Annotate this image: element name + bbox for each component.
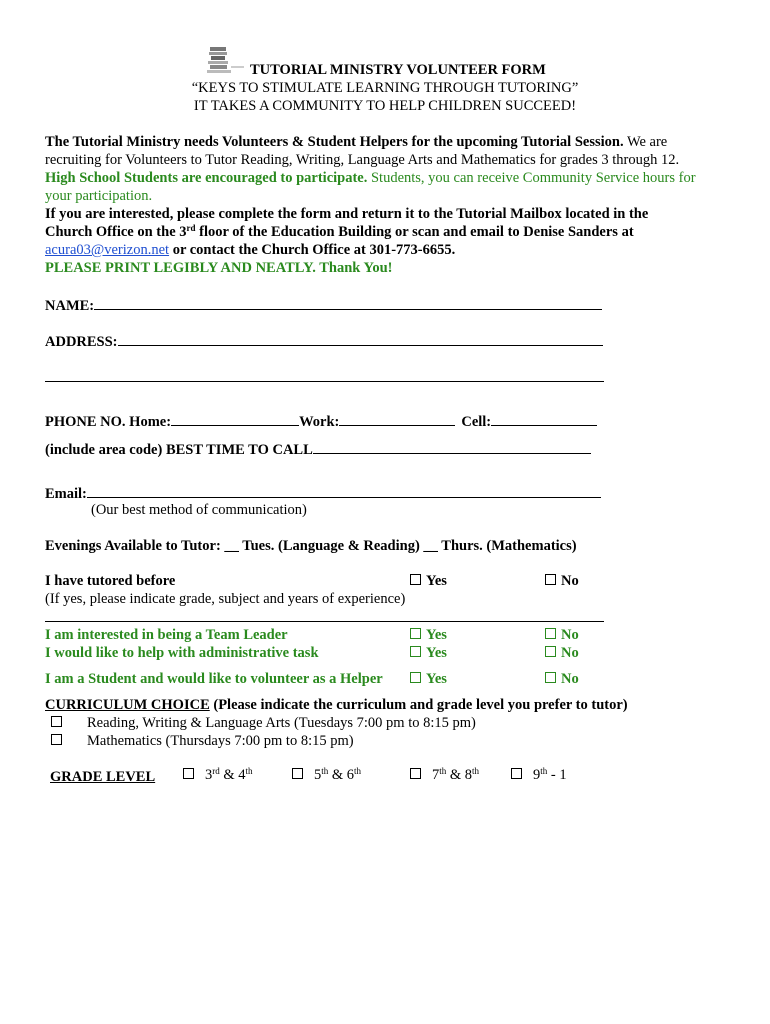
church-logo-icon [207, 46, 245, 74]
checkbox-icon[interactable] [183, 768, 194, 779]
curriculum-option-reading[interactable] [51, 715, 476, 732]
grade-text: & 6 [328, 767, 355, 783]
curriculum-heading: CURRICULUM CHOICE [45, 697, 210, 713]
phone-cell-input-line[interactable] [491, 412, 597, 426]
grade-option-5-6[interactable] [292, 767, 361, 784]
admin-task-label: I would like to help with administrative task [45, 645, 319, 661]
reading-option-label: Reading, Writing & Language Arts (Tuesdays 7:00 pm to 8:15 pm) [87, 715, 476, 731]
checkbox-icon[interactable] [545, 574, 556, 585]
name-label: NAME: [45, 298, 95, 314]
yes-label: Yes [426, 573, 447, 589]
grade-level-label: GRADE LEVEL [50, 769, 156, 785]
no-label: No [561, 627, 579, 643]
checkbox-icon[interactable] [545, 672, 556, 683]
phone-cell-label: Cell: [461, 414, 492, 430]
grade-text: 7 [432, 767, 440, 783]
form-subtitle-2: IT TAKES A COMMUNITY TO HELP CHILDREN SUCCEED! [193, 98, 577, 114]
contact-text: or contact the Church Office at 301-773-6655. [169, 242, 456, 258]
checkbox-icon[interactable] [410, 672, 421, 683]
form-subtitle-1: “KEYS TO STIMULATE LEARNING THROUGH TUTORING” [191, 80, 579, 96]
email-label: Email: [45, 486, 87, 502]
email-link[interactable]: acura03@verizon.net [45, 242, 170, 258]
best-time-row [45, 440, 591, 459]
team-leader-yes-option[interactable] [410, 627, 447, 644]
intro-line-1 [45, 134, 667, 151]
admin-task-yes-option[interactable] [410, 645, 447, 662]
no-label: No [561, 573, 579, 589]
grade-text: & 8 [446, 767, 473, 783]
grade-text: 5 [314, 767, 322, 783]
print-note: PLEASE PRINT LEGIBLY AND NEATLY. Thank You! [45, 260, 393, 276]
experience-line[interactable] [45, 621, 604, 622]
grade-sup: th [245, 766, 253, 776]
grade-text: 3 [205, 767, 213, 783]
grade-text: - 1 [547, 767, 567, 783]
checkbox-icon[interactable] [410, 768, 421, 779]
intro-line-4: your participation. [45, 188, 153, 204]
intro-line-7 [45, 242, 455, 259]
math-option-label: Mathematics (Thursdays 7:00 pm to 8:15 pm) [87, 733, 354, 749]
intro-line-6 [45, 224, 634, 241]
phone-home-input-line[interactable] [171, 412, 299, 426]
grade-sup: th [354, 766, 362, 776]
checkbox-icon[interactable] [410, 628, 421, 639]
team-leader-label: I am interested in being a Team Leader [45, 627, 288, 643]
name-input-line[interactable] [94, 296, 602, 310]
address-line-2[interactable] [45, 381, 604, 382]
checkbox-icon[interactable] [545, 628, 556, 639]
yes-label: Yes [426, 645, 447, 661]
phone-field-row [45, 412, 597, 431]
no-label: No [561, 671, 579, 687]
grade-option-9[interactable] [511, 767, 567, 784]
checkbox-icon[interactable] [51, 716, 62, 727]
intro-line-3 [45, 170, 696, 187]
address-input-line[interactable] [118, 332, 603, 346]
address-label: ADDRESS: [45, 334, 118, 350]
email-input-line[interactable] [87, 484, 601, 498]
admin-task-no-option[interactable] [545, 645, 579, 662]
name-field-row [45, 296, 602, 315]
best-time-label: (include area code) BEST TIME TO CALL [45, 442, 313, 458]
checkbox-icon[interactable] [545, 646, 556, 657]
checkbox-icon[interactable] [511, 768, 522, 779]
church-office-text: Church Office on the 3 [45, 224, 187, 240]
phone-work-input-line[interactable] [339, 412, 455, 426]
student-helper-no-option[interactable] [545, 671, 579, 688]
curriculum-heading-row [45, 697, 628, 714]
grade-sup: rd [212, 766, 220, 776]
grade-option-7-8[interactable] [410, 767, 479, 784]
intro-line-5: If you are interested, please complete the form and return it to the Tutorial Mailbox located in the [45, 206, 649, 222]
no-label: No [561, 645, 579, 661]
grade-text: & 4 [219, 767, 246, 783]
email-field-row [45, 484, 601, 503]
community-service-note: Students, you can receive Community Service hours for [367, 170, 696, 186]
phone-home-label: PHONE NO. Home: [45, 414, 172, 430]
form-title: TUTORIAL MINISTRY VOLUNTEER FORM [250, 62, 546, 78]
intro-lead-rest: We are [623, 134, 668, 150]
evenings-available: Evenings Available to Tutor: __ Tues. (Language & Reading) __ Thurs. (Mathematics) [45, 538, 577, 554]
tutored-no-option[interactable] [545, 573, 579, 590]
curriculum-instruction: (Please indicate the curriculum and grade level you prefer to tutor) [209, 697, 628, 713]
education-building-text: floor of the Education Building or scan and email to Denise Sanders at [195, 224, 634, 240]
grade-sup: th [321, 766, 329, 776]
yes-label: Yes [426, 671, 447, 687]
grade-option-3-4[interactable] [183, 767, 253, 784]
yes-label: Yes [426, 627, 447, 643]
team-leader-no-option[interactable] [545, 627, 579, 644]
best-time-input-line[interactable] [313, 440, 591, 454]
grade-text: 9 [533, 767, 541, 783]
address-field-row [45, 332, 603, 351]
checkbox-icon[interactable] [292, 768, 303, 779]
phone-work-label: Work: [299, 414, 340, 430]
email-note: (Our best method of communication) [91, 502, 307, 518]
curriculum-option-math[interactable] [51, 733, 354, 750]
grade-sup: th [472, 766, 480, 776]
student-helper-yes-option[interactable] [410, 671, 447, 688]
high-school-note: High School Students are encouraged to participate. [45, 170, 368, 186]
checkbox-icon[interactable] [51, 734, 62, 745]
student-helper-label: I am a Student and would like to volunteer as a Helper [45, 671, 383, 687]
intro-line-2: recruiting for Volunteers to Tutor Reading, Writing, Language Arts and Mathematics for grades 3 through 12. [45, 152, 680, 168]
checkbox-icon[interactable] [410, 574, 421, 585]
intro-lead: The Tutorial Ministry needs Volunteers & Student Helpers for the upcoming Tutorial Session. [45, 134, 624, 150]
tutored-before-label: I have tutored before [45, 573, 176, 589]
grade-sup: th [439, 766, 447, 776]
ordinal-sup: rd [186, 223, 196, 233]
grade-sup: th [540, 766, 548, 776]
tutored-note: (If yes, please indicate grade, subject and years of experience) [45, 591, 406, 607]
checkbox-icon[interactable] [410, 646, 421, 657]
tutored-yes-option[interactable] [410, 573, 447, 590]
